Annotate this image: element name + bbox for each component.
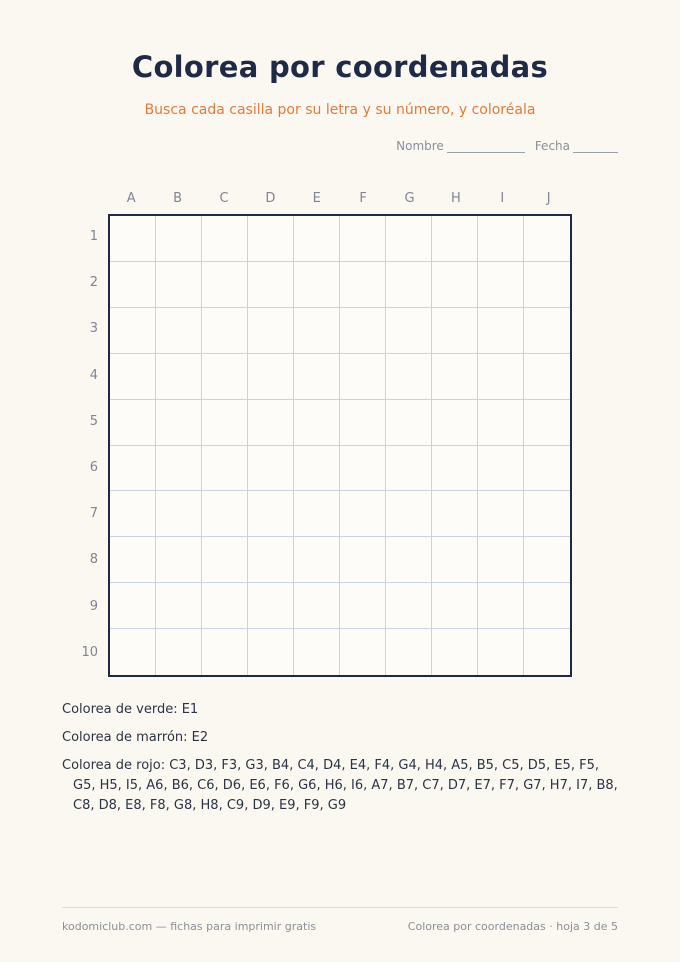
grid-cell[interactable]	[248, 400, 294, 446]
grid-cell[interactable]	[248, 537, 294, 583]
row-labels	[70, 214, 98, 676]
column-label: B	[173, 191, 183, 206]
grid-cell[interactable]	[294, 262, 340, 308]
grid-cell[interactable]	[478, 629, 524, 675]
grid-cell[interactable]	[110, 308, 156, 354]
coloring-grid[interactable]	[108, 214, 572, 677]
grid-cell[interactable]	[110, 537, 156, 583]
grid-cell[interactable]	[386, 583, 432, 629]
grid-cell[interactable]	[478, 537, 524, 583]
date-line	[573, 140, 618, 153]
column-label: A	[126, 191, 136, 206]
grid-cell[interactable]	[202, 262, 248, 308]
grid-cell[interactable]	[294, 354, 340, 400]
grid-cell[interactable]	[340, 262, 386, 308]
grid-cell[interactable]	[432, 629, 478, 675]
grid-cell[interactable]	[294, 446, 340, 492]
grid-cell[interactable]	[478, 308, 524, 354]
name-line	[447, 140, 525, 153]
row-label: 10	[81, 644, 98, 660]
grid-cell[interactable]	[478, 216, 524, 262]
grid-cell[interactable]	[110, 354, 156, 400]
instruction-brown: Colorea de marrón: E2	[62, 730, 209, 745]
grid-cell[interactable]	[432, 308, 478, 354]
grid-cell[interactable]	[110, 446, 156, 492]
grid-cell[interactable]	[432, 491, 478, 537]
grid-cell[interactable]	[202, 537, 248, 583]
grid-cell[interactable]	[524, 629, 570, 675]
grid-cell[interactable]	[478, 491, 524, 537]
grid-cell[interactable]	[294, 216, 340, 262]
grid-cell[interactable]	[248, 446, 294, 492]
grid-cell[interactable]	[386, 354, 432, 400]
grid-cell[interactable]	[340, 583, 386, 629]
grid-cell[interactable]	[110, 629, 156, 675]
grid-cell[interactable]	[110, 583, 156, 629]
column-label: E	[312, 191, 321, 206]
grid-cell[interactable]	[248, 583, 294, 629]
instruction-green: Colorea de verde: E1	[62, 702, 199, 717]
row-label: 3	[89, 321, 98, 337]
column-label: G	[404, 191, 415, 206]
grid-cell[interactable]	[524, 400, 570, 446]
grid-cell[interactable]	[202, 446, 248, 492]
grid-cell[interactable]	[202, 216, 248, 262]
footer-divider	[62, 907, 618, 908]
grid-cell[interactable]	[202, 354, 248, 400]
column-labels	[108, 191, 572, 206]
name-field[interactable]	[396, 139, 525, 153]
grid-cell[interactable]	[156, 216, 202, 262]
row-label: 2	[89, 275, 98, 291]
row-label: 8	[89, 552, 98, 568]
grid-cell[interactable]	[156, 308, 202, 354]
grid-cell[interactable]	[156, 262, 202, 308]
grid-cell[interactable]	[386, 400, 432, 446]
grid-cell[interactable]	[386, 308, 432, 354]
row-label: 4	[89, 367, 98, 383]
grid-cell[interactable]	[294, 537, 340, 583]
grid-cell[interactable]	[432, 537, 478, 583]
grid-cell[interactable]	[248, 216, 294, 262]
footer-page-info: Colorea por coordenadas · hoja 3 de 5	[407, 920, 618, 933]
grid-cell[interactable]	[248, 491, 294, 537]
page-title: Colorea por coordenadas	[131, 50, 549, 84]
grid-cell[interactable]	[202, 491, 248, 537]
grid-cell[interactable]	[386, 216, 432, 262]
instructions	[62, 700, 622, 824]
row-label: 6	[89, 459, 98, 475]
grid-cell[interactable]	[524, 446, 570, 492]
grid-cell[interactable]	[340, 354, 386, 400]
grid-cell[interactable]	[340, 629, 386, 675]
grid-cell[interactable]	[340, 400, 386, 446]
grid-cell[interactable]	[524, 216, 570, 262]
grid-cell[interactable]	[156, 400, 202, 446]
grid-cell[interactable]	[110, 491, 156, 537]
grid-cell[interactable]	[248, 354, 294, 400]
column-label: F	[359, 191, 367, 206]
grid-cell[interactable]	[294, 400, 340, 446]
page-subtitle: Busca cada casilla por su letra y su número, y coloréala	[144, 102, 536, 118]
grid-cell[interactable]	[294, 491, 340, 537]
grid-cell[interactable]	[110, 216, 156, 262]
column-label: J	[546, 191, 551, 206]
row-label: 1	[89, 229, 98, 244]
grid-cell[interactable]	[202, 629, 248, 675]
row-label: 7	[89, 506, 98, 522]
date-field[interactable]	[535, 139, 618, 153]
grid-cell[interactable]	[110, 262, 156, 308]
grid-cell[interactable]	[340, 491, 386, 537]
grid-cell[interactable]	[156, 629, 202, 675]
grid-cell[interactable]	[294, 308, 340, 354]
grid-cell[interactable]	[156, 354, 202, 400]
grid-cell[interactable]	[340, 216, 386, 262]
name-label: Nombre	[396, 139, 444, 153]
name-date-fields	[396, 139, 618, 153]
grid-cell[interactable]	[386, 491, 432, 537]
grid-cell[interactable]	[432, 262, 478, 308]
column-label: D	[265, 191, 276, 206]
grid-cell[interactable]	[478, 262, 524, 308]
grid-cell[interactable]	[110, 400, 156, 446]
grid-cell[interactable]	[202, 583, 248, 629]
grid-cell[interactable]	[340, 537, 386, 583]
grid-cell[interactable]	[386, 446, 432, 492]
grid-cell[interactable]	[386, 537, 432, 583]
grid-cell[interactable]	[294, 629, 340, 675]
grid-cell[interactable]	[478, 400, 524, 446]
grid-cell[interactable]	[432, 400, 478, 446]
grid-cell[interactable]	[202, 400, 248, 446]
grid-cell[interactable]	[432, 354, 478, 400]
grid-cell[interactable]	[248, 308, 294, 354]
grid-cell[interactable]	[386, 262, 432, 308]
grid-cell[interactable]	[386, 629, 432, 675]
grid-cell[interactable]	[432, 446, 478, 492]
instruction-red: Colorea de rojo: C3, D3, F3, G3, B4, C4, D4, E4, F4, G4, H4, A5, B5, C5, D5, E5, F5, G5, H5, I5, A6, B6, C6, D6, E6, F6, G6, H6, I6, A7, B7, C7, D7, E7, F7, G7, H7, I7, B8, C8, D8, E8, F8, G8, H8, C9, D9, E9, F9, G9	[62, 758, 618, 813]
grid-cell[interactable]	[524, 491, 570, 537]
grid-cell[interactable]	[478, 354, 524, 400]
row-label: 5	[89, 413, 98, 429]
grid-cell[interactable]	[524, 262, 570, 308]
grid-cell[interactable]	[524, 583, 570, 629]
grid-cell[interactable]	[248, 629, 294, 675]
column-label: H	[451, 191, 461, 206]
grid-cell[interactable]	[478, 583, 524, 629]
footer-site: kodomiclub.com — fichas para imprimir gratis	[62, 920, 317, 933]
grid-cell[interactable]	[156, 583, 202, 629]
grid-cell[interactable]	[524, 308, 570, 354]
grid-cell[interactable]	[524, 354, 570, 400]
grid-cell[interactable]	[340, 308, 386, 354]
grid-cell[interactable]	[478, 446, 524, 492]
row-label: 9	[89, 598, 98, 614]
grid-cell[interactable]	[432, 216, 478, 262]
grid-cell[interactable]	[156, 491, 202, 537]
grid-cell[interactable]	[340, 446, 386, 492]
grid-cell[interactable]	[202, 308, 248, 354]
grid-cell[interactable]	[248, 262, 294, 308]
grid-cell[interactable]	[294, 583, 340, 629]
grid-cell[interactable]	[432, 583, 478, 629]
column-label: I	[500, 191, 505, 206]
date-label: Fecha	[534, 139, 570, 153]
grid-cell[interactable]	[524, 537, 570, 583]
grid-cell[interactable]	[156, 537, 202, 583]
grid-cell[interactable]	[156, 446, 202, 492]
column-label: C	[219, 191, 229, 206]
